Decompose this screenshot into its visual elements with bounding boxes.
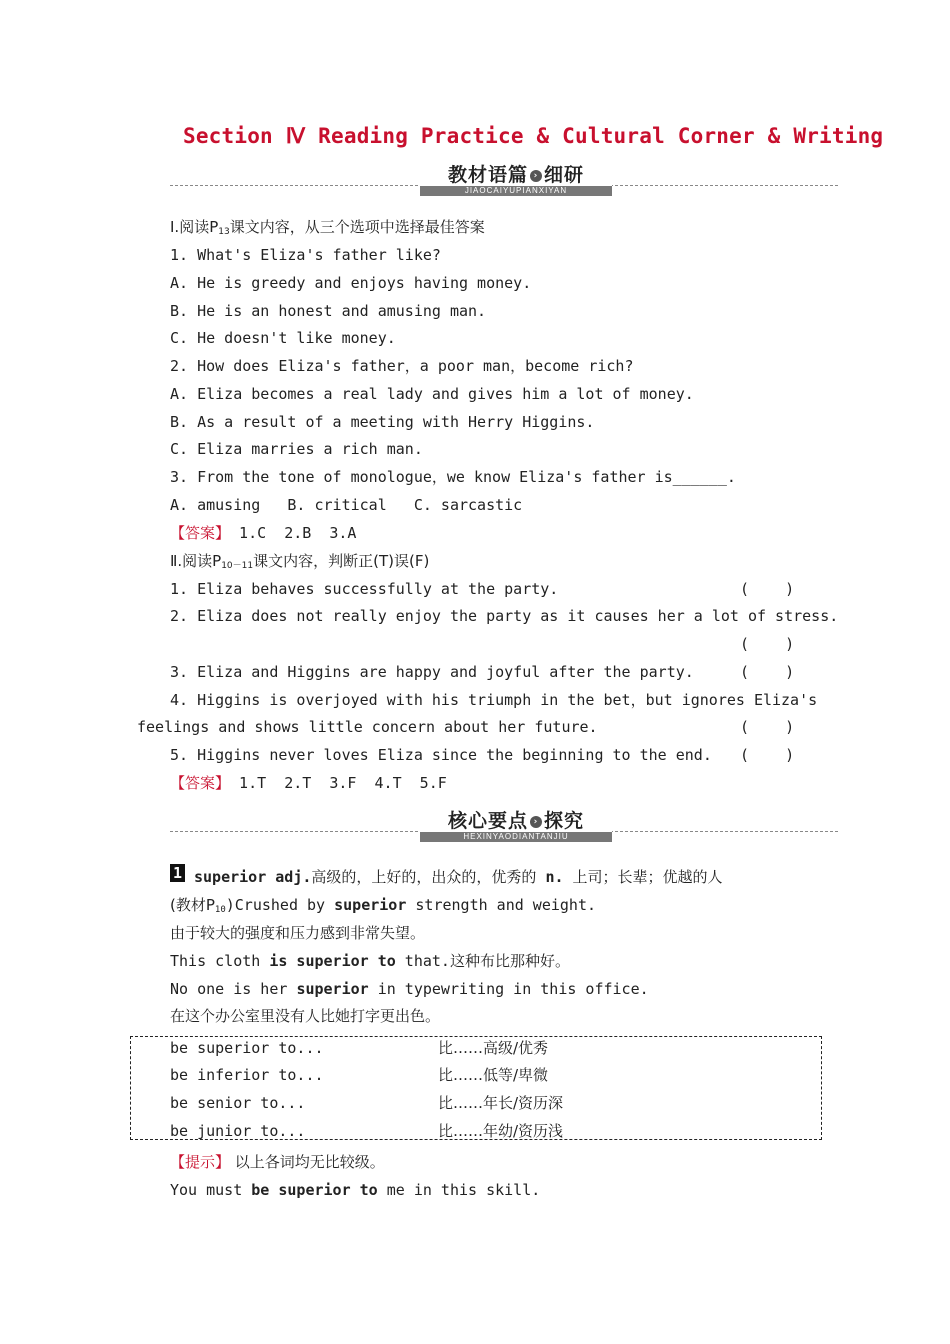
phrase-cn-2: 比……低等/卑微 bbox=[438, 1066, 549, 1084]
example-3: No one is her superior in typewriting in this office. bbox=[170, 980, 649, 998]
statement-2: 2. Eliza does not really enjoy the party as it causes her a lot of stress. bbox=[170, 607, 839, 625]
phrase-en-1: be superior to... bbox=[170, 1039, 324, 1057]
statement-3: 3. Eliza and Higgins are happy and joyful after the party. bbox=[170, 663, 694, 681]
vocab-entry: superior adj.高级的，上好的，出众的，优秀的 n. 上司；长辈；优越的人 bbox=[194, 868, 723, 886]
question-3: 3. From the tone of monologue，we know Eliza's father is______. bbox=[170, 468, 736, 486]
answer-blank-1[interactable]: ( ) bbox=[740, 580, 795, 598]
example-1: (教材$P_{10})Crushed$ by superior strength and weight. bbox=[170, 896, 597, 915]
question-1-option-b: B. He is an honest and amusing man. bbox=[170, 302, 487, 320]
phrase-cn-3: 比……年长/资历深 bbox=[438, 1094, 564, 1112]
phrase-cn-4: 比……年幼/资历浅 bbox=[438, 1122, 564, 1140]
banner-pinyin: HEXINYAODIANTANJIU bbox=[420, 832, 612, 842]
answer-blank-2[interactable]: ( ) bbox=[740, 635, 795, 653]
statement-4-line1: 4. Higgins is overjoyed with his triumph in the bet，but ignores Eliza's bbox=[170, 691, 818, 709]
question-3-options: A. amusing B. critical C. sarcastic bbox=[170, 496, 523, 514]
question-2-option-a: A. Eliza becomes a real lady and gives him a lot of money. bbox=[170, 385, 694, 403]
statement-5: 5. Higgins never loves Eliza since the beginning to the end. bbox=[170, 746, 712, 764]
part2-answer: 【答案】 1.T 2.T 3.F 4.T 5.F bbox=[170, 774, 447, 792]
example-1-translation: 由于较大的强度和压力感到非常失望。 bbox=[170, 924, 426, 942]
phrase-en-2: be inferior to... bbox=[170, 1066, 324, 1084]
statement-1: 1. Eliza behaves successfully at the party. bbox=[170, 580, 559, 598]
section-title: Section Ⅳ Reading Practice & Cultural Corner & Writing bbox=[183, 124, 884, 148]
answer-blank-5[interactable]: ( ) bbox=[740, 746, 795, 764]
question-1-option-c: C. He doesn't like money. bbox=[170, 329, 396, 347]
banner-pinyin: JIAOCAIYUPIANXIYAN bbox=[420, 186, 612, 196]
banner-tab bbox=[420, 810, 612, 840]
phrase-cn-1: 比……高级/优秀 bbox=[438, 1039, 549, 1057]
banner-heading: 教材语篇 › 细研 bbox=[447, 164, 585, 186]
banner-heading: 核心要点 › 探究 bbox=[447, 810, 585, 832]
part1-heading: Ⅰ.阅读$P_{13}$课文内容，从三个选项中选择最佳答案 bbox=[170, 218, 485, 237]
question-2-option-c: C. Eliza marries a rich man. bbox=[170, 440, 423, 458]
question-1: 1. What's Eliza's father like? bbox=[170, 246, 441, 264]
question-2-option-b: B. As a result of a meeting with Herry Higgins. bbox=[170, 413, 595, 431]
arrow-circle-icon: › bbox=[530, 816, 542, 828]
example-2: This cloth is superior to that.这种布比那种好。 bbox=[170, 952, 570, 970]
banner-tab bbox=[420, 164, 612, 194]
section-banner-textbook bbox=[170, 164, 838, 198]
example-4: You must be superior to me in this skill. bbox=[170, 1181, 541, 1199]
part2-heading: Ⅱ.阅读$P_{10-11}$课文内容，判断正(T)误(F) bbox=[170, 552, 430, 571]
answer-blank-4[interactable]: ( ) bbox=[740, 718, 795, 736]
question-2: 2. How does Eliza's father，a poor man，become rich? bbox=[170, 357, 634, 375]
answer-blank-3[interactable]: ( ) bbox=[740, 663, 795, 681]
question-1-option-a: A. He is greedy and enjoys having money. bbox=[170, 274, 532, 292]
section-banner-core bbox=[170, 810, 838, 844]
tip: 【提示】 以上各词均无比较级。 bbox=[170, 1153, 385, 1171]
part1-answer: 【答案】 1.C 2.B 3.A bbox=[170, 524, 357, 542]
phrase-en-4: be junior to... bbox=[170, 1122, 306, 1140]
statement-4-line2: feelings and shows little concern about her future. bbox=[137, 718, 598, 736]
phrase-en-3: be senior to... bbox=[170, 1094, 306, 1112]
point-number-badge: 1 bbox=[170, 864, 185, 882]
arrow-circle-icon: › bbox=[530, 170, 542, 182]
example-3-translation: 在这个办公室里没有人比她打字更出色。 bbox=[170, 1007, 441, 1025]
